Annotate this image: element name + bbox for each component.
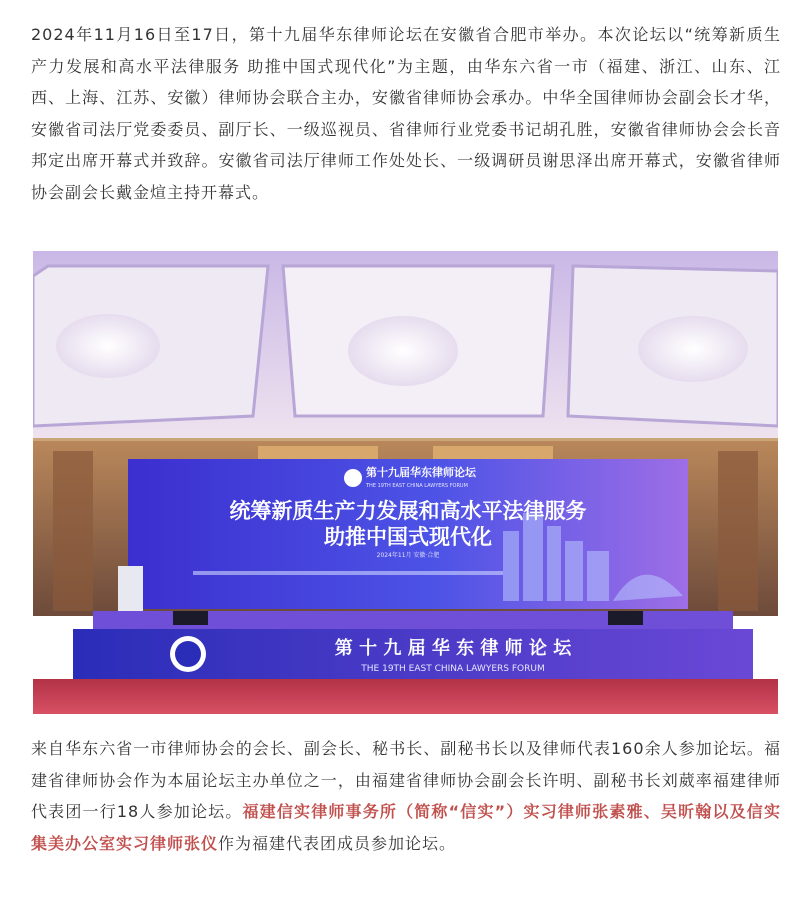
- intro-paragraph: 2024年11月16日至17日，第十九届华东律师论坛在安徽省合肥市举办。本次论坛以“统筹新质生产力发展和高水平法律服务 助推中国式现代化”为主题，由华东六省一市（福建、浙江、山东、江西、上海、江苏、安徽）律师协会联合主办，安徽省律师协会承办。中华全国律师协会副会长才华，安徽省司法厅党委委员、副厅长、一级巡视员、省律师行业党委书记胡孔胜，安徽省律师协会会长音邦定出席开幕式并致辞。安徽省司法厅律师工作处处长、一级调研员谢思泽出席开幕式，安徽省律师协会副会长戴金煊主持开幕式。: [31, 25, 781, 202]
- screen-date: 2024年11月 安徽·合肥: [376, 552, 440, 559]
- carpet: [33, 679, 778, 714]
- forum-stage-photo: [33, 251, 778, 714]
- attendance-paragraph: [31, 733, 781, 859]
- stage-front-sub: THE 19TH EAST CHINA LAWYERS FORUM: [361, 664, 545, 674]
- stage-front-text: 第 十 九 届 华 东 律 师 论 坛: [334, 638, 572, 659]
- stage-monitor-left: [173, 611, 208, 625]
- paragraph2-highlight: 福建信实律师事务所（简称“信实”）实习律师张素雅、吴昕翰以及信实集美办公室实习律师张仪: [31, 802, 781, 853]
- screen-title-line1: 统筹新质生产力发展和高水平法律服务: [229, 499, 587, 523]
- chandelier-center: [348, 316, 458, 386]
- screen-logo-text: 第十九届华东律师论坛: [366, 466, 476, 479]
- screen-logo-sub: THE 19TH EAST CHINA LAWYERS FORUM: [366, 483, 468, 489]
- side-banner: [118, 566, 143, 611]
- stage-monitor-right: [608, 611, 643, 625]
- chandelier-left: [56, 314, 160, 378]
- screen-title-line2: 助推中国式现代化: [324, 525, 492, 549]
- paragraph2-text-before: 来自华东六省一市律师协会的会长、副会长、秘书长、副秘书长以及律师代表160余人参加论坛。福建省律师协会作为本届论坛主办单位之一，由福建省律师协会副会长许明、副秘书长刘葳率福建律师代表团一行18人参加论坛。: [31, 739, 781, 821]
- chandelier-right: [638, 316, 748, 382]
- screen-logo-icon: [344, 469, 362, 487]
- paragraph2-text-after: 作为福建代表团成员参加论坛。: [218, 833, 457, 853]
